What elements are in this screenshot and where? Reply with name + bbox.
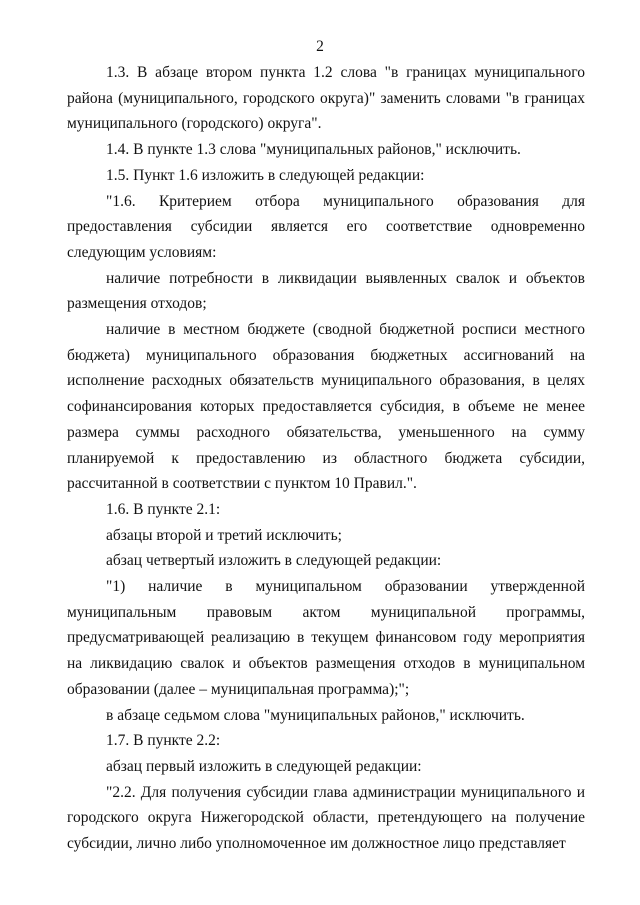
paragraph-1-4: 1.4. В пункте 1.3 слова "муниципальных районов," исключить. [106, 141, 521, 159]
paragraph-condition-need: наличие потребности в ликвидации выявленных свалок и объектов размещения отходов; [67, 269, 585, 313]
paragraph-exclude-second-third: абзацы второй и третий исключить; [106, 526, 342, 544]
paragraph-1-6: 1.6. В пункте 2.1: [106, 500, 221, 518]
paragraph-2-2: "2.2. Для получения субсидии глава администрации муниципального и городского округа Нижегородской области, претендующего на получение субсидии, лично либо уполномоченное им должностное лицо представляет [67, 783, 585, 853]
paragraph-item-1: "1) наличие в муниципальном образовании утвержденной муниципальным правовым актом муниципальной программы, предусматривающей реализацию в текущем финансовом году мероприятия на ликвидацию свалок и объектов размещения отходов в муниципальном образовании (далее – муниципальная программа);"; [67, 578, 585, 698]
paragraph-1-6-criterion: "1.6. Критерием отбора муниципального образования для предоставления субсидии является его соответствие одновременно следующим условиям: [67, 192, 585, 261]
paragraph-first-revision: абзац первый изложить в следующей редакции: [106, 757, 422, 775]
paragraph-1-5: 1.5. Пункт 1.6 изложить в следующей редакции: [106, 166, 425, 184]
paragraph-seventh-exclude: в абзаце седьмом слова "муниципальных районов," исключить. [106, 706, 525, 724]
document-body [67, 60, 585, 857]
paragraph-fourth-revision: абзац четвертый изложить в следующей редакции: [106, 552, 442, 570]
paragraph-1-3: 1.3. В абзаце втором пункта 1.2 слова "в границах муниципального района (муниципального, городского округа)" заменить словами "в границах муниципального (городского) округа". [67, 64, 585, 133]
paragraph-1-7: 1.7. В пункте 2.2: [106, 732, 221, 750]
page-number: 2 [316, 38, 324, 55]
paragraph-condition-budget: наличие в местном бюджете (сводной бюджетной росписи местного бюджета) муниципального образования бюджетных ассигнований на исполнение расходных обязательств муниципального образования, в целях софинансирования которых предоставляется субсидия, в объеме не менее размера суммы расходного обязательства, уменьшенного на сумму планируемой к предоставлению из областного бюджета субсидии, рассчитанной в соответствии с пунктом 10 Правил.". [67, 321, 585, 493]
